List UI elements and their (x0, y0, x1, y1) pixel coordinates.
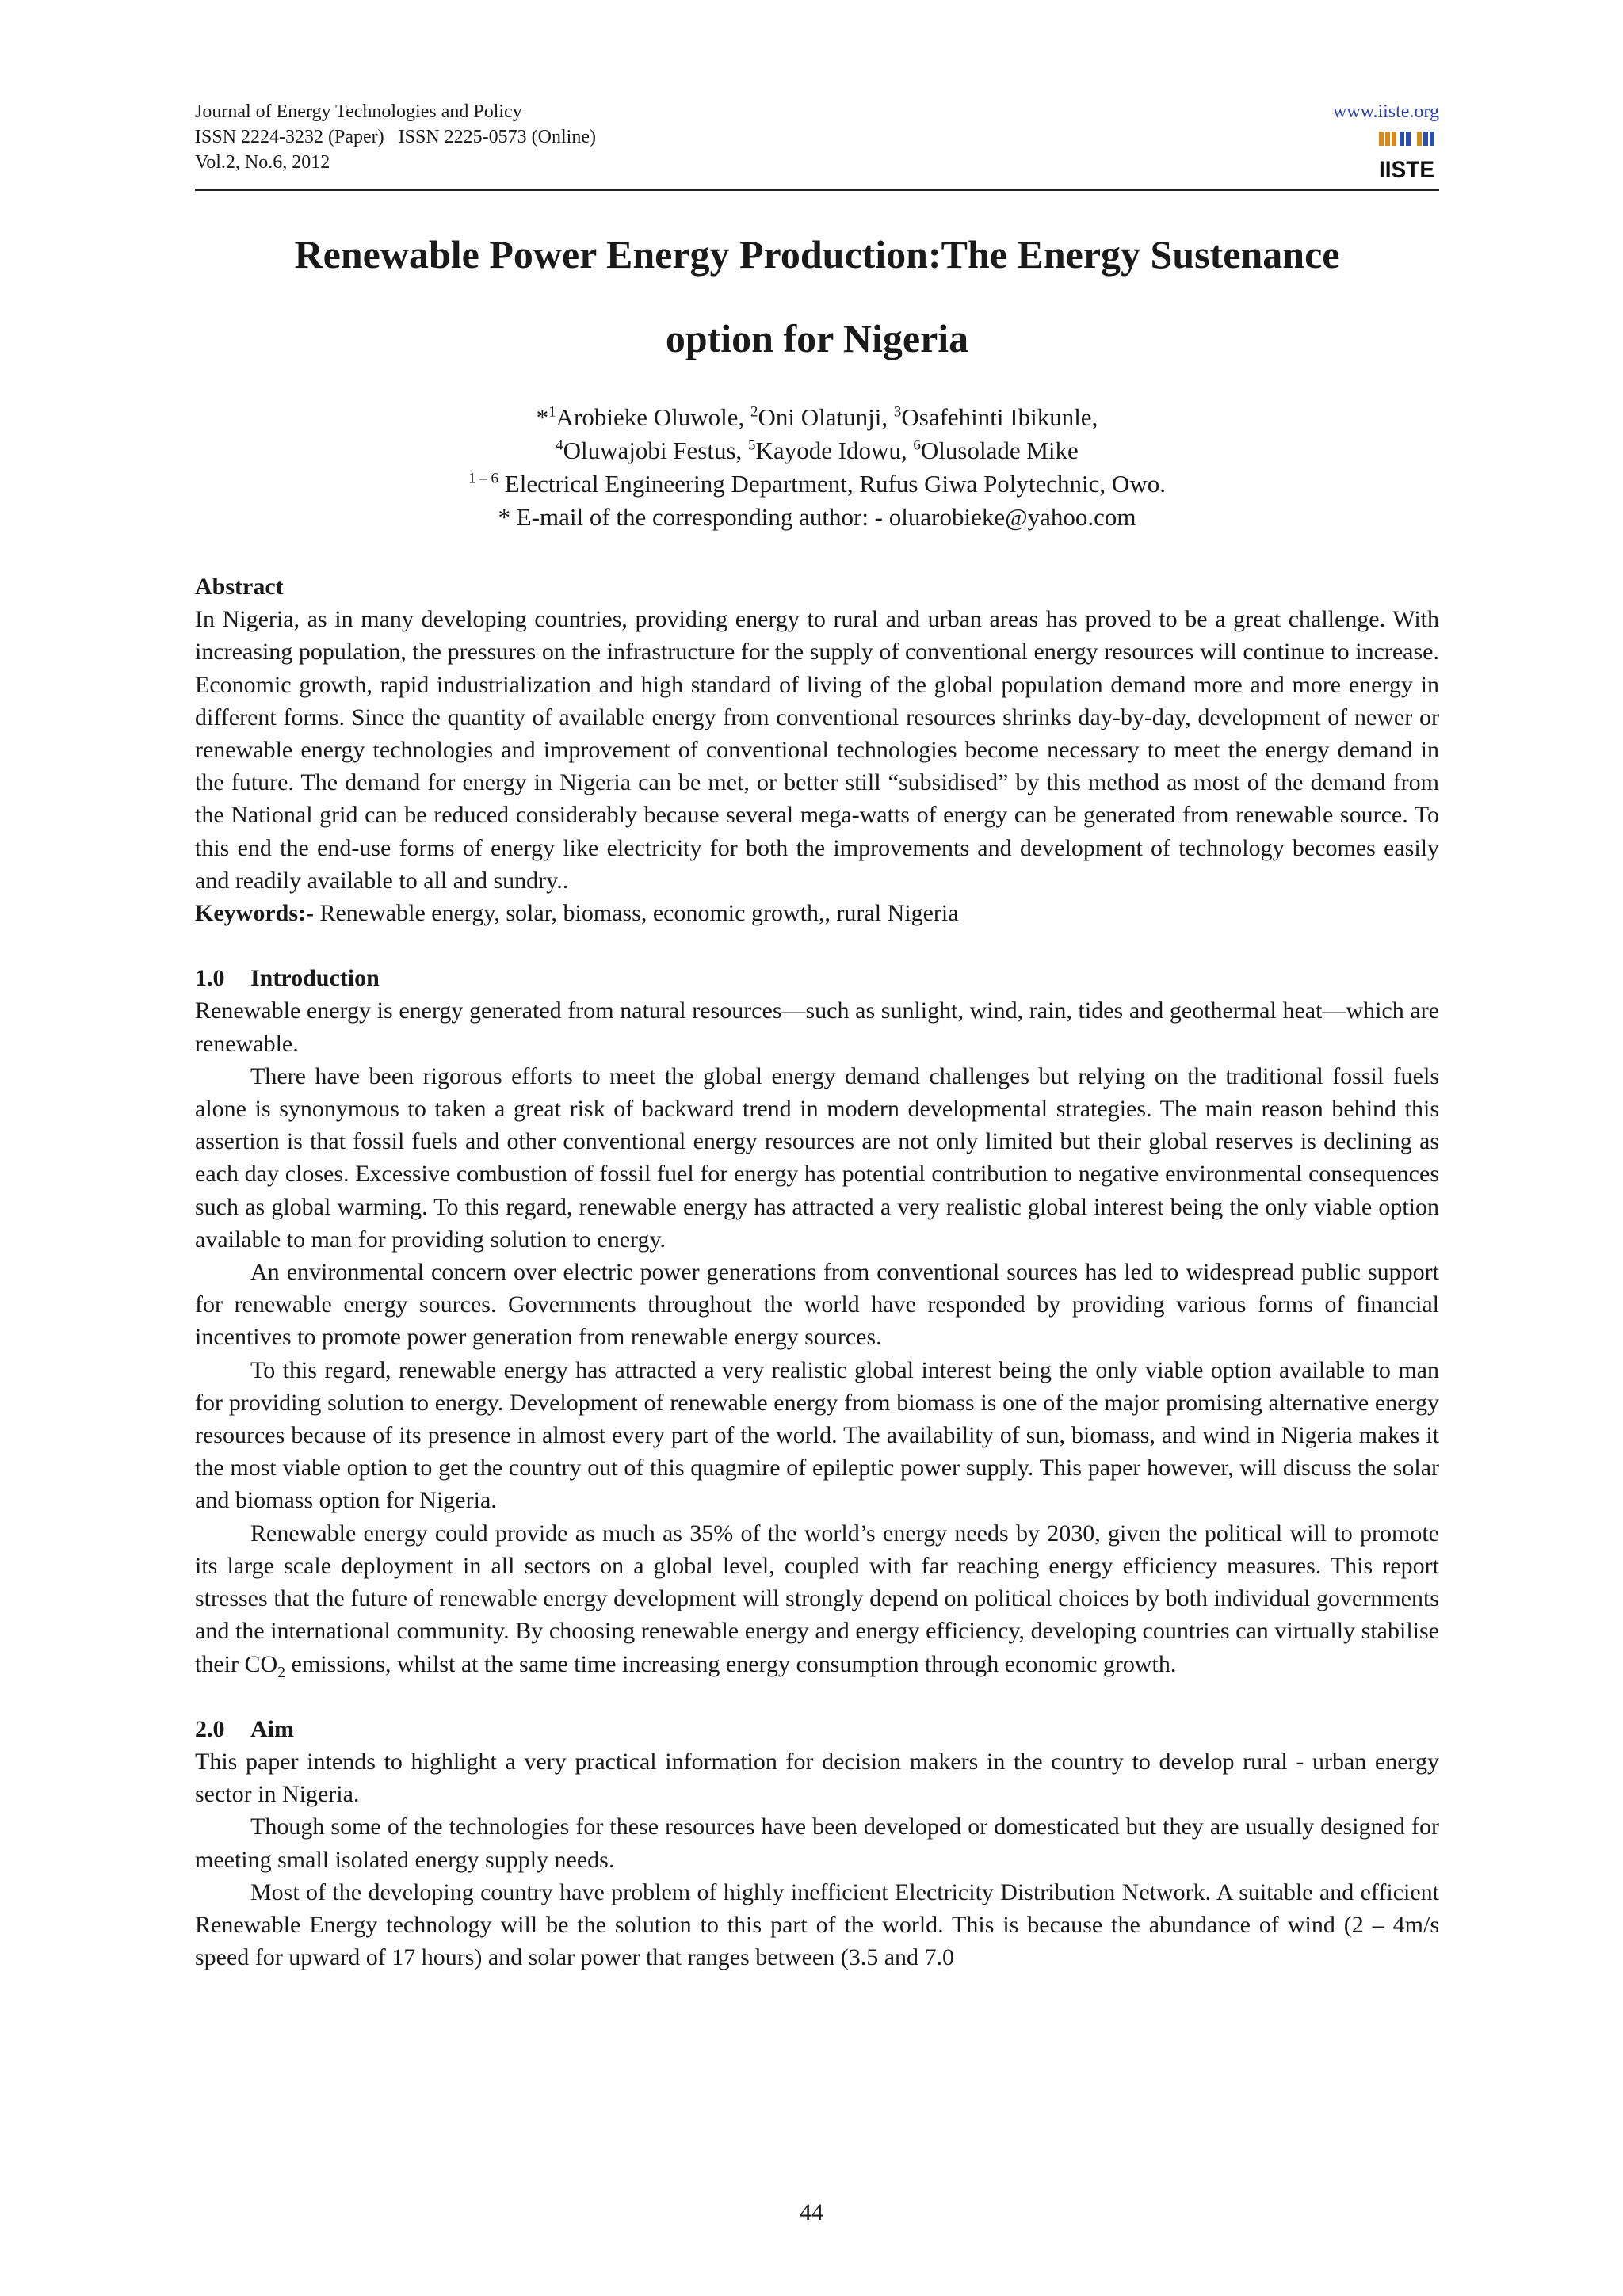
journal-url-link[interactable]: www.iiste.org (1333, 101, 1439, 122)
keywords-text: Renewable energy, solar, biomass, economic growth,, rural Nigeria (313, 900, 959, 927)
intro-paragraph-1: Renewable energy is energy generated from natural resources—such as sunlight, wind, rain, tides and geothermal heat—which are renewable. (195, 997, 1439, 1057)
paper-title-line-2: option for Nigeria (665, 316, 969, 360)
section-heading-aim: 2.0 Aim (195, 1715, 294, 1742)
journal-issn: ISSN 2224-3232 (Paper) ISSN 2225-0573 (Online) (195, 127, 596, 147)
section-heading-introduction: 1.0 Introduction (195, 965, 380, 992)
keywords-label: Keywords:- (195, 900, 314, 927)
paper-body (195, 570, 1439, 1974)
aim-paragraph-3: Most of the developing country have problem of highly inefficient Electricity Distribution Network. A suitable and efficient Renewable Energy technology will be the solution to this part of the world. This is because the abundance of wind (2 – 4m/s speed for upward of 17 hours) and solar power that ranges between (3.5 and 7.0 (195, 1878, 1439, 1971)
author-email: * E-mail of the corresponding author: - oluarobieke@yahoo.com (498, 503, 1136, 531)
journal-volume: Vol.2, No.6, 2012 (195, 152, 330, 173)
journal-url-block (1333, 99, 1439, 124)
header-divider (195, 189, 1439, 191)
author-line-1: *$^1$Arobieke Oluwole, $^2$Oni Olatunji, $^3$Osafehinti Ibikunle, (536, 403, 1098, 431)
author-affiliation: $^{1 - 6}$ Electrical Engineering Department, Rufus Giwa Polytechnic, Owo. (468, 470, 1166, 498)
aim-paragraph-2: Though some of the technologies for these resources have been developed or domesticated but they are usually designed for meeting small isolated energy supply needs. (195, 1814, 1439, 1873)
page-number: 44 (800, 2199, 823, 2225)
iiste-logo-text: IISTE (1379, 157, 1434, 182)
author-line-2: $^4$Oluwajobi Festus, $^5$Kayode Idowu, $^6$Olusolade Mike (556, 437, 1079, 464)
intro-paragraph-2: There have been rigorous efforts to meet the global energy demand challenges but relying on the traditional fossil fuels alone is synonymous to taken a great risk of backward trend in modern developmental strategies. The main reason behind this assertion is that fossil fuels and other conventional energy resources are not only limited but their global reserves is declining as each day closes. Excessive combustion of fossil fuel for energy has potential contribution to negative environmental consequences such as global warming. To this regard, renewable energy has attracted a very realistic global interest being the only viable option available to man for providing solution to energy. (195, 1062, 1439, 1253)
abstract-text: In Nigeria, as in many developing countries, providing energy to rural and urban areas has proved to be a great challenge. With increasing population, the pressures on the infrastructure for the supply of conventional energy resources will continue to increase. Economic growth, rapid industrialization and high standard of living of the global population demand more and more energy in different forms. Since the quantity of available energy from conventional resources shrinks day-by-day, development of newer or renewable energy technologies and improvement of conventional technologies become necessary to meet the energy demand in the future. The demand for energy in Nigeria can be met, or better still “subsidised” by this method as most of the demand from the National grid can be reduced considerably because several mega-watts of energy can be generated from renewable source. To this end the end-use forms of energy like electricity for both the improvements and development of technology becomes easily and readily available to all and sundry.. (195, 606, 1439, 894)
intro-paragraph-5: Renewable energy could provide as much as 35% of the world’s energy needs by 2030, given the political will to promote its large scale deployment in all sectors on a global level, coupled with far reaching energy efficiency measures. This report stresses that the future of renewable energy development will strongly depend on political choices by both individual governments and the international community. By choosing renewable energy and energy efficiency, developing countries can virtually stabilise their $CO_2$ emissions, whilst at the same time increasing energy consumption through economic growth. (195, 1520, 1439, 1681)
intro-paragraph-4: To this regard, renewable energy has attracted a very realistic global interest being the only viable option available to man for providing solution to energy. Development of renewable energy from biomass is one of the major promising alternative energy resources because of its presence in almost every part of the world. The availability of sun, biomass, and wind in Nigeria makes it the most viable option to get the country out of this quagmire of epileptic power supply. This paper however, will discuss the solar and biomass option for Nigeria. (195, 1356, 1439, 1514)
aim-paragraph-1: This paper intends to highlight a very practical information for decision makers in the country to develop rural - urban energy sector in Nigeria. (195, 1748, 1439, 1808)
journal-header (195, 99, 908, 175)
journal-name: Journal of Energy Technologies and Policy (195, 101, 522, 122)
intro-paragraph-3: An environmental concern over electric power generations from conventional sources has led to widespread public support for renewable energy sources. Governments throughout the world have responded by providing various forms of financial incentives to promote power generation from renewable energy sources. (195, 1259, 1439, 1351)
author-block (195, 401, 1439, 534)
keywords-line (195, 897, 1439, 929)
iiste-logo-icon (1377, 130, 1436, 182)
abstract-heading: Abstract (195, 574, 284, 600)
paper-title-line-1: Renewable Power Energy Production:The Energy Sustenance (294, 232, 1340, 277)
paper-title (195, 212, 1439, 380)
